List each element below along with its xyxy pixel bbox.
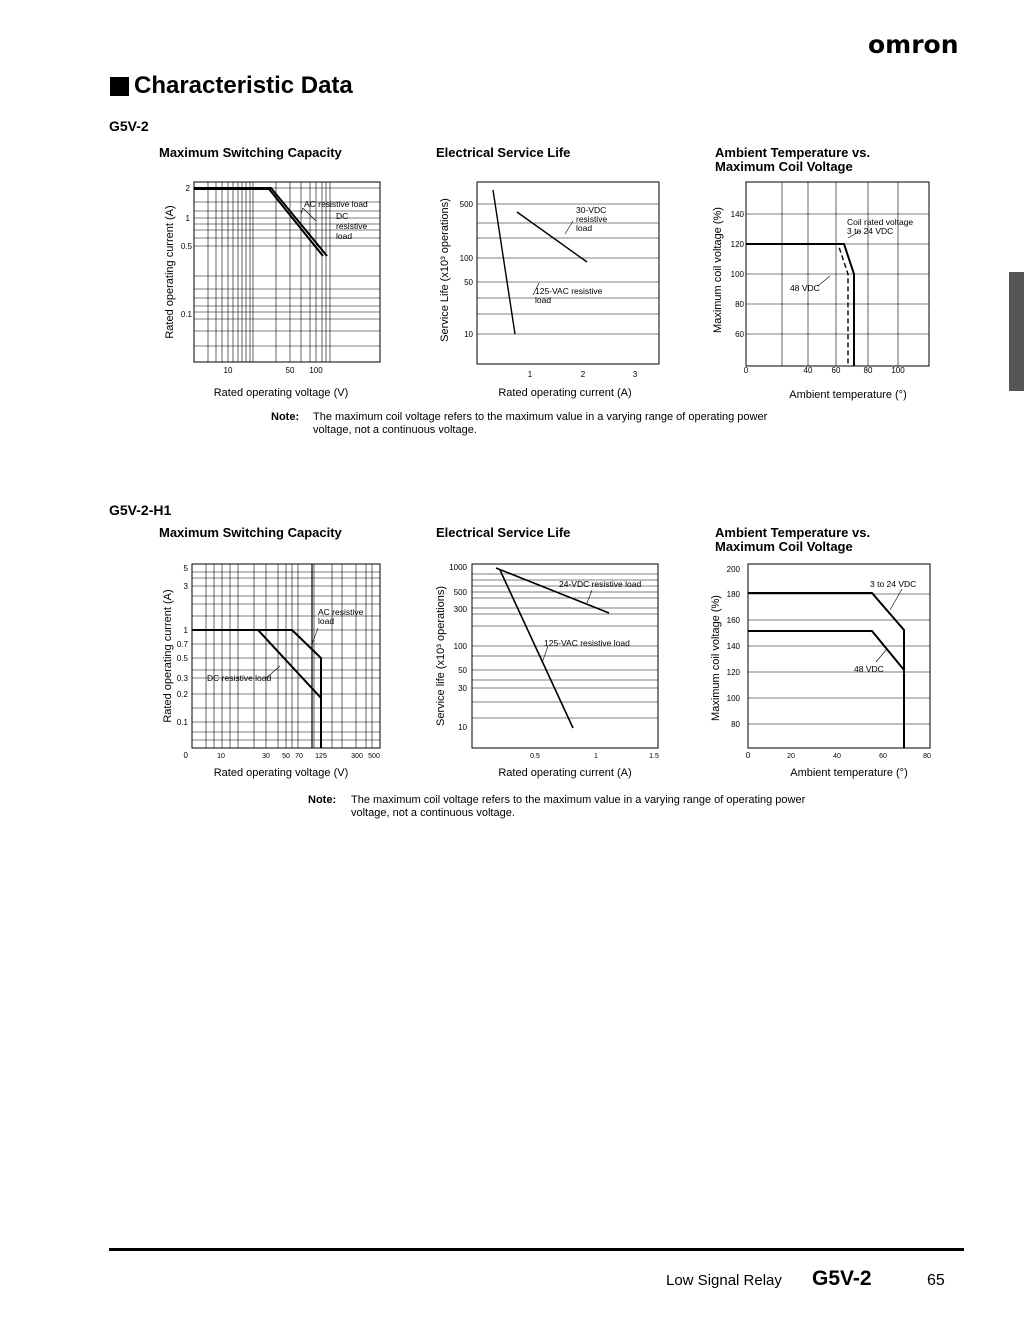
chart-title: Electrical Service Life [436, 145, 571, 160]
plot-frame [477, 182, 659, 364]
x-tick-label: 500 [368, 753, 380, 760]
note-label: Note: [271, 411, 300, 423]
y-tick-label: 1000 [449, 563, 467, 572]
annotation: load [535, 295, 552, 305]
chart-title: Maximum Switching Capacity [159, 145, 342, 160]
annotation: load [336, 231, 353, 241]
y-tick-label: 1 [183, 626, 188, 635]
coil-rated-voltage-curve [746, 244, 854, 366]
chart-title: Ambient Temperature vs. Maximum Coil Voltage [715, 525, 871, 554]
y-tick-label: 0.3 [176, 674, 188, 683]
x-axis-label: Rated operating current (A) [498, 387, 632, 399]
page-number: 65 [927, 1272, 945, 1289]
x-tick-label: 40 [803, 366, 813, 375]
page-heading [110, 72, 353, 100]
x-tick-label: 70 [295, 753, 303, 760]
x-tick-label: 80 [863, 366, 873, 375]
x-tick-label: 10 [223, 366, 233, 375]
footer-rule [109, 1248, 964, 1251]
annotation: AC resistive load [304, 199, 368, 209]
y-tick-label: 0.1 [180, 310, 192, 319]
y-axis-label: Service Life (x10³ operations) [439, 198, 451, 342]
y-tick-label: 180 [726, 590, 740, 599]
x-tick-label: 125 [315, 753, 327, 760]
y-tick-label: 80 [731, 720, 740, 729]
x-tick-label: 1.5 [649, 753, 659, 760]
y-tick-label: 100 [459, 254, 473, 263]
x-tick-label: 40 [833, 753, 841, 760]
y-tick-label: 0.7 [176, 640, 188, 649]
dc-load-curve [192, 630, 321, 748]
chart-title: Maximum Switching Capacity [159, 525, 342, 540]
x-tick-label: 3 [632, 370, 638, 379]
y-tick-label: 10 [464, 330, 473, 339]
ambient-temperature-chart [706, 558, 946, 786]
annotation: 3 to 24 VDC [847, 226, 894, 236]
y-tick-label: 140 [730, 210, 744, 219]
model-heading: G5V-2-H1 [109, 502, 172, 518]
chart-title: Ambient Temperature vs. Maximum Coil Voltage [715, 145, 871, 174]
switching-capacity-chart [158, 176, 398, 401]
note-text: The maximum coil voltage refers to the maximum value in a varying range of operating power voltage, not a continuous voltage. [313, 411, 768, 436]
y-tick-label: 500 [459, 200, 473, 209]
x-tick-label: 0.5 [530, 753, 540, 760]
y-tick-label: 5 [183, 564, 188, 573]
y-tick-label: 100 [730, 270, 744, 279]
annotation: load [576, 223, 593, 233]
y-tick-label: 0.5 [180, 242, 192, 251]
y-tick-label: 50 [458, 666, 467, 675]
x-tick-label: 30 [262, 753, 270, 760]
x-tick-label: 0 [745, 751, 751, 760]
omron-logo: omron [868, 30, 959, 59]
footer-label: Low Signal Relay [666, 1272, 782, 1289]
y-tick-label: 100 [453, 642, 467, 651]
x-tick-label: 10 [217, 753, 225, 760]
48vdc-curve [748, 631, 904, 748]
note-label: Note: [308, 794, 337, 806]
heading-square-icon [110, 77, 129, 96]
ambient-temperature-chart [708, 176, 948, 404]
y-tick-label: 160 [726, 616, 740, 625]
y-tick-label: 120 [726, 668, 740, 677]
annotation: Coil rated voltage [847, 217, 914, 227]
y-tick-label: 10 [458, 723, 467, 732]
y-axis-label: Rated operating current (A) [164, 205, 176, 339]
x-axis-label: Ambient temperature (°) [790, 767, 908, 779]
x-tick-label: 1 [527, 370, 533, 379]
model-heading: G5V-2 [109, 118, 149, 134]
annotation: resistive [576, 214, 608, 224]
annotation: 3 to 24 VDC [870, 579, 917, 589]
x-axis-label: Rated operating voltage (V) [213, 387, 349, 399]
service-life-chart [433, 176, 673, 401]
x-tick-label: 2 [580, 370, 586, 379]
annotation: AC resistive [318, 607, 364, 617]
switching-capacity-chart [156, 558, 396, 782]
x-axis-label: Rated operating voltage (V) [213, 767, 349, 779]
x-tick-label: 20 [787, 753, 795, 760]
y-tick-label: 140 [726, 642, 740, 651]
annotation: 24-VDC resistive load [559, 579, 642, 589]
y-tick-label: 3 [183, 582, 188, 591]
y-axis-label: Rated operating current (A) [162, 589, 174, 723]
y-tick-label: 500 [453, 588, 467, 597]
service-life-chart [430, 558, 670, 782]
annotation: 30-VDC [576, 205, 607, 215]
chart-title: Electrical Service Life [436, 525, 571, 540]
x-tick-label: 0 [743, 366, 749, 375]
section-tab [1009, 272, 1024, 391]
y-tick-label: 50 [464, 278, 473, 287]
x-tick-label: 300 [351, 753, 363, 760]
y-tick-label: 120 [730, 240, 744, 249]
48vdc-curve [746, 244, 848, 366]
y-tick-label: 1 [185, 214, 190, 223]
y-tick-label: 60 [735, 330, 744, 339]
x-tick-label: 60 [879, 753, 887, 760]
y-tick-label: 0.1 [176, 718, 188, 727]
y-tick-label: 2 [185, 184, 190, 193]
footer-model: G5V-2 [812, 1267, 872, 1290]
x-tick-label: 100 [309, 366, 323, 375]
y-axis-label: Maximum coil voltage (%) [712, 207, 724, 333]
y-tick-label: 300 [453, 605, 467, 614]
x-tick-label: 50 [285, 366, 295, 375]
x-tick-label: 80 [923, 753, 931, 760]
y-tick-label: 80 [735, 300, 744, 309]
plot-frame [748, 564, 930, 748]
annotation: DC resistive load [207, 673, 272, 683]
annotation: 125-VAC resistive [535, 286, 603, 296]
y-tick-label: 200 [726, 565, 740, 574]
annotation: resistive [336, 221, 368, 231]
y-axis-label: Service life (x10³ operations) [435, 585, 447, 727]
page-title: Characteristic Data [134, 72, 353, 99]
x-axis-label: Ambient temperature (°) [789, 389, 907, 401]
y-tick-label: 0 [183, 751, 188, 760]
y-tick-label: 0.2 [176, 690, 188, 699]
y-tick-label: 0.5 [176, 654, 188, 663]
annotation: load [318, 616, 335, 626]
x-tick-label: 1 [594, 753, 598, 760]
y-tick-label: 30 [458, 684, 467, 693]
x-tick-label: 100 [891, 366, 905, 375]
ac-load-curve [192, 630, 321, 748]
y-tick-label: 100 [726, 694, 740, 703]
x-tick-label: 60 [831, 366, 841, 375]
y-axis-label: Maximum coil voltage (%) [710, 595, 722, 721]
annotation: DC [336, 211, 349, 221]
annotation: 48 VDC [854, 664, 884, 674]
annotation: 125-VAC resistive load [544, 638, 630, 648]
x-axis-label: Rated operating current (A) [498, 767, 632, 779]
ac-load-curve [493, 190, 515, 334]
x-tick-label: 50 [282, 753, 290, 760]
note-text: The maximum coil voltage refers to the maximum value in a varying range of operating power voltage, not a continuous voltage. [351, 794, 806, 819]
annotation: 48 VDC [790, 283, 820, 293]
